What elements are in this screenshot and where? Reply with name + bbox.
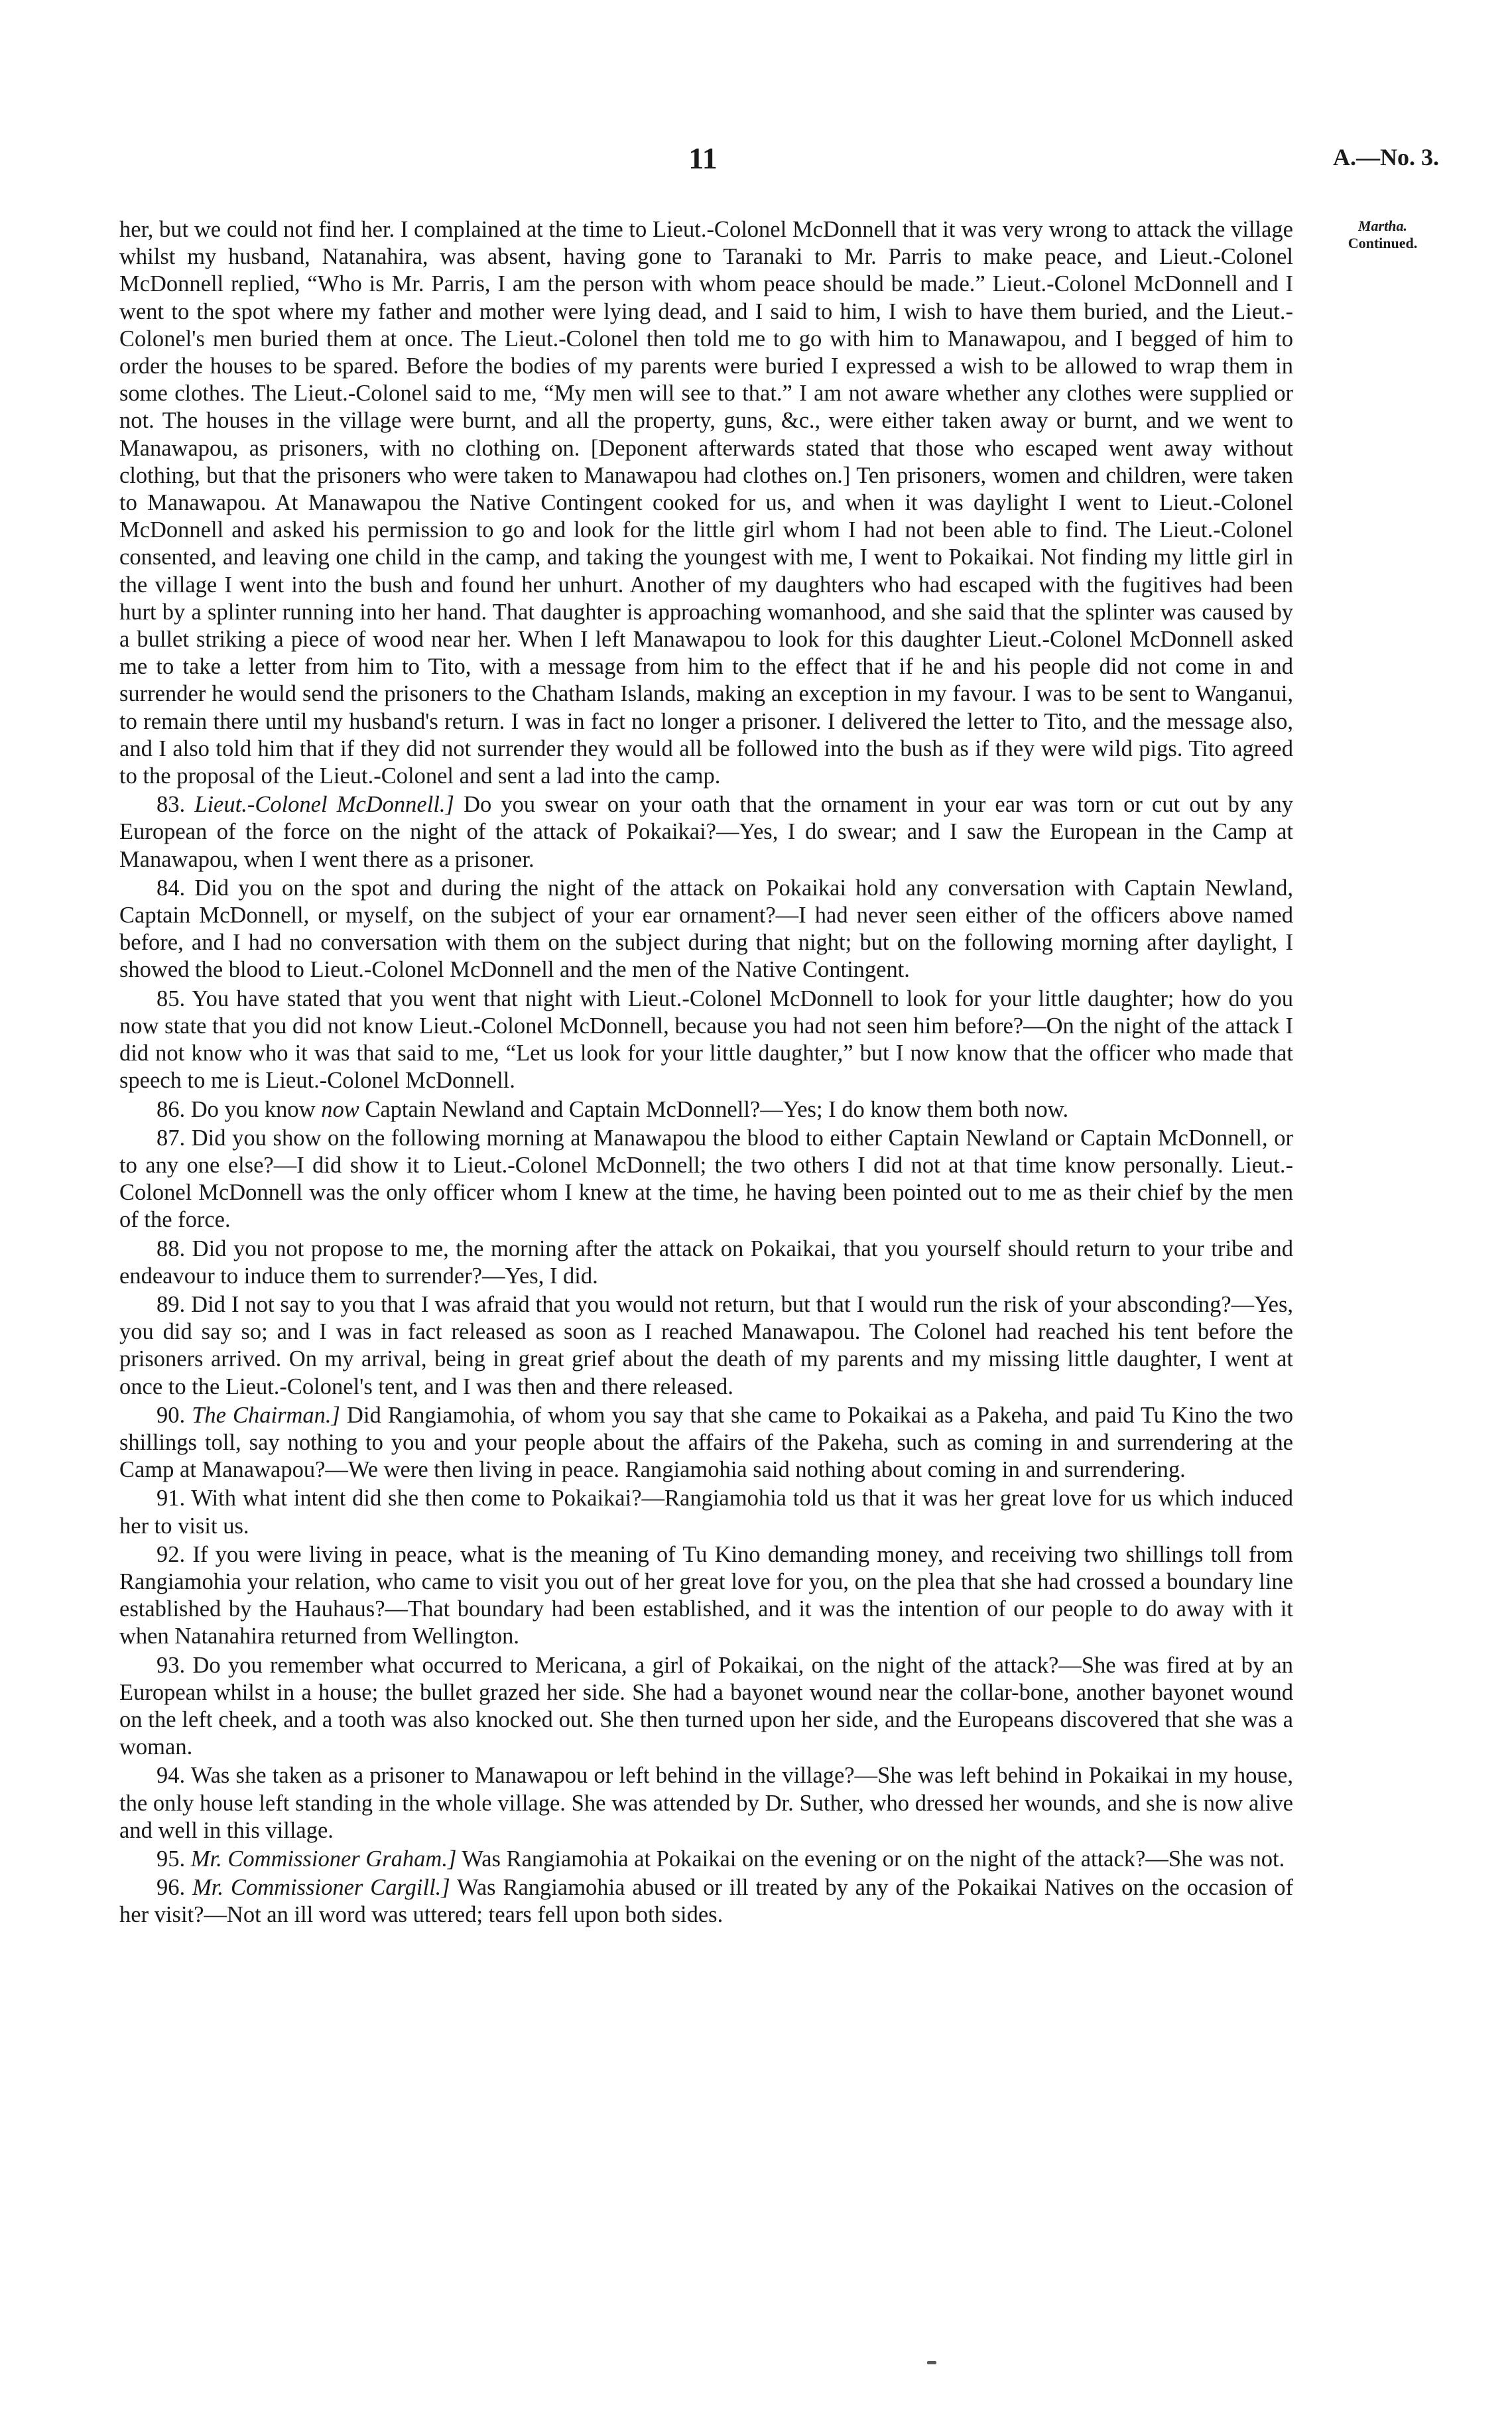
question-paragraph	[119, 1291, 1293, 1401]
question-speaker: Mr. Commissioner Graham.]	[190, 1846, 457, 1872]
question-text: Was Rangiamohia at Pokaikai on the evening or on the night of the attack?—She was not.	[462, 1846, 1285, 1872]
question-text: Did you show on the following morning at Manawapou the blood to either Captain Newland or Captain McDonnell, or to any one else?—I did show it to Lieut.-Colonel McDonnell; the two others I did not at that time know personally. Lieut.-Colonel McDonnell was the only officer whom I knew at the time, he having been pointed out to me as their chief by the men of the force.	[119, 1125, 1294, 1233]
question-number: 91.	[157, 1486, 186, 1511]
question-paragraph	[119, 1541, 1293, 1651]
question-paragraph	[119, 1652, 1293, 1761]
margin-note-status: Continued.	[1348, 235, 1418, 251]
question-number: 87.	[157, 1125, 186, 1151]
question-list	[119, 791, 1293, 1929]
question-number: 88.	[157, 1236, 186, 1261]
question-paragraph	[119, 1096, 1293, 1123]
body-text	[119, 216, 1293, 1929]
question-number: 89.	[157, 1291, 186, 1317]
question-paragraph	[119, 1762, 1293, 1844]
question-text: Did Rangiamohia, of whom you say that she came to Pokaikai as a Pakeha, and paid Tu Kino the two shillings toll, say nothing to you and your people about the affairs of the Pakeha, such as coming in and surrendering at the Camp at Manawapou?—We were then living in peace. Rangiamohia said nothing about coming in and surrendering.	[119, 1402, 1294, 1483]
question-paragraph	[119, 1402, 1293, 1484]
question-speaker: Mr. Commissioner Cargill.]	[192, 1875, 450, 1901]
question-text: Did I not say to you that I was afraid that you would not return, but that I would run the risk of your absconding?—Yes, you did say so; and I was in fact released as soon as I reached Manawapou. The Colonel had reached his tent before the prisoners arrived. On my arrival, being in great grief about the death of my parents and my missing little daughter, I went at once to the Lieut.-Colonel's tent, and I was then and there released.	[119, 1291, 1293, 1399]
question-text: Did you on the spot and during the night of the attack on Pokaikai hold any conversation with Captain Newland, Captain McDonnell, or myself, on the subject of your ear ornament?—I had never seen either of the officers above named before, and I had no conversation with them on the subject during that night; but on the following morning after daylight, I showed the blood to Lieut.-Colonel McDonnell and the men of the Native Contingent.	[119, 875, 1294, 983]
question-text: Do you swear on your oath that the ornament in your ear was torn or cut out by any European of the force on the night of the attack of Pokaikai?—Yes, I do swear; and I saw the European in the Camp at Manawapou, when I went there as a prisoner.	[119, 792, 1294, 872]
question-text: Captain Newland and Captain McDonnell?—Yes; I do know them both now.	[365, 1096, 1069, 1122]
document-reference: A.—No. 3.	[1333, 144, 1439, 170]
question-number: 92.	[157, 1541, 186, 1567]
margin-note	[1333, 218, 1432, 252]
question-text: If you were living in peace, what is the meaning of Tu Kino demanding money, and receiving two shillings toll from Rangiamohia your relation, who came to visit you out of her great love for you, on the plea that she had crossed a boundary line established by the Hauhaus?—That boundary had been established, and it was the intention of our people to do away with it when Natanahira returned from Wellington.	[119, 1541, 1293, 1649]
question-paragraph	[119, 1846, 1293, 1873]
question-emphasis: now	[321, 1096, 359, 1122]
question-number: 95.	[157, 1846, 186, 1872]
question-number: 84.	[157, 875, 186, 901]
question-paragraph	[119, 791, 1293, 873]
margin-note-name: Martha.	[1358, 218, 1407, 234]
intro-paragraph: her, but we could not find her. I complained at the time to Lieut.-Colonel McDonnell that it was very wrong to attack the village whilst my husband, Natanahira, was absent, having gone to Taranaki to Mr. Parris to make peace, and Lieut.-Colonel McDonnell replied, “Who is Mr. Parris, I am the person with whom peace should be made.” Lieut.-Colonel McDonnell and I went to the spot where my father and mother were lying dead, and I said to him, I wish to have them buried, and the Lieut.-Colonel's men buried them at once. The Lieut.-Colonel then told me to go with him to Manawapou, and I begged of him to order the houses to be spared. Before the bodies of my parents were buried I expressed a wish to be allowed to wrap them in some clothes. The Lieut.-Colonel said to me, “My men will see to that.” I am not aware whether any clothes were supplied or not. The houses in the village were burnt, and all the property, guns, &c., were either taken away or burnt, and we went to Manawapou, as prisoners, with no clothing on. [Deponent afterwards stated that those who escaped went away without clothing, but that the prisoners who were taken to Manawapou had clothes on.] Ten prisoners, women and children, were taken to Manawapou. At Manawapou the Native Contingent cooked for us, and when it was daylight I went to Lieut.-Colonel McDonnell and asked his permission to go and look for the little girl whom I had not been able to find. The Lieut.-Colonel consented, and leaving one child in the camp, and taking the youngest with me, I went to Pokaikai. Not finding my little girl in the village I went into the bush and found her unhurt. Another of my daughters who had escaped with the fugitives had been hurt by a splinter running into her hand. That daughter is approaching womanhood, and she said that the splinter was caused by a bullet striking a piece of wood near her. When I left Manawapou to look for this daughter Lieut.-Colonel McDonnell asked me to take a letter from him to Tito, with a message from him to the effect that if he and his people did not come in and surrender he would send the prisoners to the Chatham Islands, making an exception in my favour. I was to be sent to Wanganui, to remain there until my husband's return. I was in fact no longer a prisoner. I delivered the letter to Tito, and the message also, and I also told him that if they did not surrender they would all be followed into the bush as if they were wild pigs. Tito agreed to the proposal of the Lieut.-Colonel and sent a lad into the camp.	[119, 217, 1293, 789]
question-paragraph	[119, 1874, 1293, 1929]
scan-mark	[927, 2361, 936, 2364]
question-speaker: The Chairman.]	[192, 1402, 340, 1428]
page-number: 11	[688, 141, 718, 175]
question-number: 93.	[157, 1652, 186, 1678]
question-text: Was Rangiamohia abused or ill treated by any of the Pokaikai Natives on the occasion of her visit?—Not an ill word was uttered; tears fell upon both sides.	[119, 1875, 1293, 1928]
question-text: You have stated that you went that night with Lieut.-Colonel McDonnell to look for your little daughter; how do you now state that you did not know Lieut.-Colonel McDonnell, because you had not seen him before?—On the night of the attack I did not know who it was that said to me, “Let us look for your little daughter,” but I now know that the officer who made that speech to me is Lieut.-Colonel McDonnell.	[119, 986, 1293, 1094]
question-paragraph	[119, 1125, 1293, 1234]
question-text: Did you not propose to me, the morning after the attack on Pokaikai, that you yourself should return to your tribe and endeavour to induce them to surrender?—Yes, I did.	[119, 1236, 1294, 1289]
question-text: Do you remember what occurred to Mericana, a girl of Pokaikai, on the night of the attack?—She was fired at by an European whilst in a house; the bullet grazed her side. She had a bayonet wound near the collar-bone, another bayonet wound on the left cheek, and a tooth was also knocked out. She then turned upon her side, and the Europeans discovered that she was a woman.	[119, 1652, 1293, 1760]
question-number: 83.	[157, 792, 186, 818]
question-paragraph	[119, 986, 1293, 1095]
question-number: 94.	[157, 1763, 186, 1789]
question-text: With what intent did she then come to Pokaikai?—Rangiamohia told us that it was her great love for us which induced her to visit us.	[119, 1486, 1293, 1539]
question-number: 86.	[157, 1096, 186, 1122]
question-speaker: Lieut.-Colonel McDonnell.]	[194, 792, 454, 818]
question-paragraph	[119, 1485, 1293, 1539]
question-number: 90.	[157, 1402, 186, 1428]
question-text-lead: Do you know	[190, 1096, 316, 1122]
question-number: 96.	[157, 1875, 186, 1901]
question-paragraph	[119, 1236, 1293, 1290]
question-number: 85.	[157, 986, 186, 1011]
question-text: Was she taken as a prisoner to Manawapou or left behind in the village?—She was left behind in Pokaikai in my house, the only house left standing in the whole village. She was attended by Dr. Suther, who dressed her wounds, and she is now alive and well in this village.	[119, 1763, 1293, 1843]
question-paragraph	[119, 875, 1293, 984]
